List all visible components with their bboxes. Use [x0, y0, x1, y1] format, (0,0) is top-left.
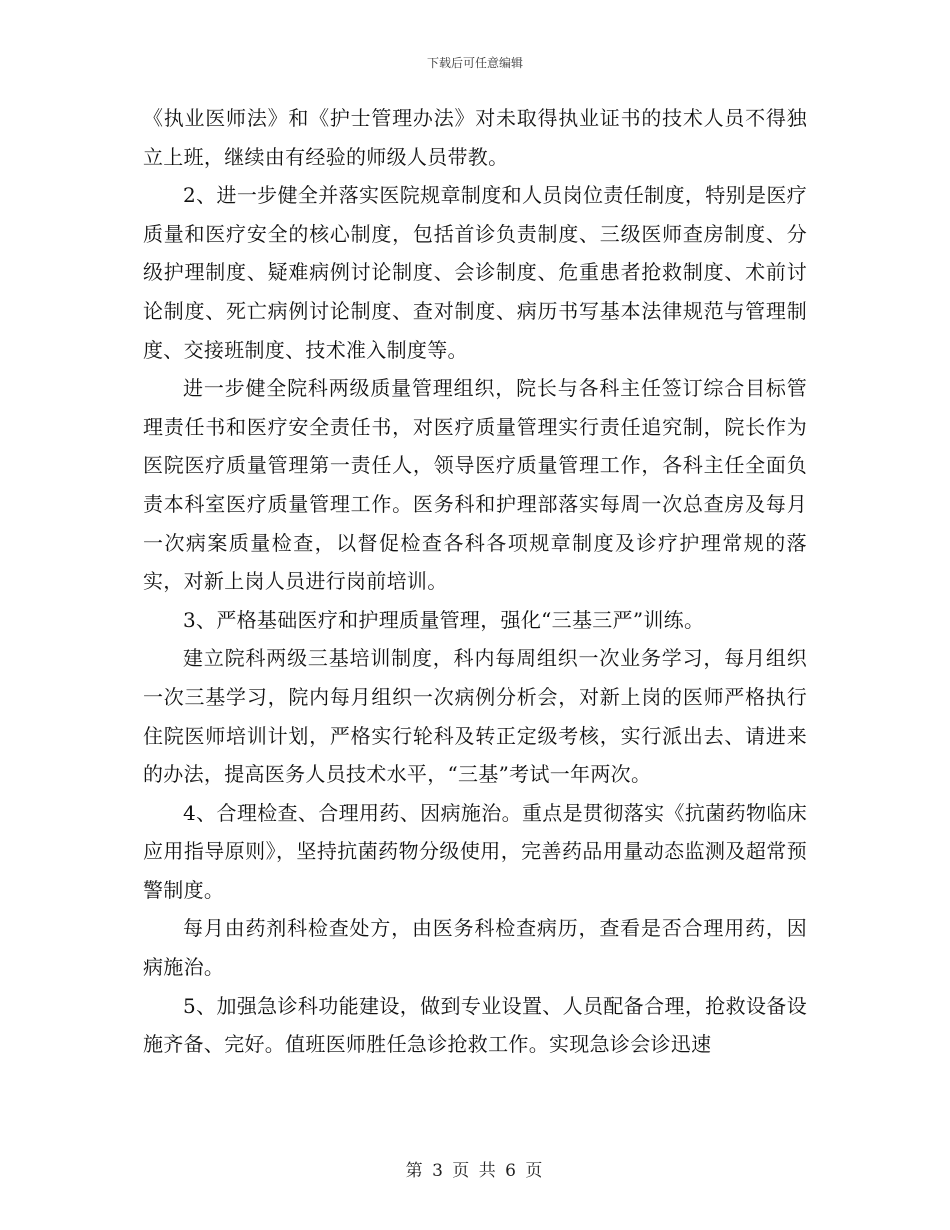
paragraph-5: 建立院科两级三基培训制度，科内每周组织一次业务学习，每月组织一次三基学习，院内每月组织一次病例分析会，对新上岗的医师严格执行住院医师培训计划，严格实行轮科及转正定级考核，实行派出去、请进来的办法，提高医务人员技术水平，“三基”考试一年两次。 [143, 646, 807, 787]
paragraph-3: 进一步健全院科两级质量管理组织，院长与各科主任签订综合目标管理责任书和医疗安全责任书，对医疗质量管理实行责任追究制，院长作为医院医疗质量管理第一责任人，领导医疗质量管理工作，各科主任全面负责本科室医疗质量管理工作。医务科和护理部落实每周一次总查房及每月一次病案质量检查，以督促检查各科各项规章制度及诊疗护理常规的落实，对新上岗人员进行岗前培训。 [143, 376, 807, 594]
paragraph-4: 3、严格基础医疗和护理质量管理，强化“三基三严”训练。 [183, 607, 705, 632]
page-header: 下载后可任意编辑 [426, 56, 523, 70]
paragraph-1: 《执业医师法》和《护士管理办法》对未取得执业证书的技术人员不得独立上班，继续由有经验的师级人员带教。 [143, 106, 807, 169]
document-body [143, 99, 807, 1064]
paragraph-7: 每月由药剂科检查处方，由医务科检查病历，查看是否合理用药，因病施治。 [143, 916, 807, 980]
paragraph-8: 5、加强急诊科功能建设，做到专业设置、人员配备合理，抢救设备设施齐备、完好。值班医师胜任急诊抢救工作。实现急诊会诊迅速 [143, 993, 807, 1057]
paragraph-2: 2、进一步健全并落实医院规章制度和人员岗位责任制度，特别是医疗质量和医疗安全的核心制度，包括首诊负责制度、三级医师查房制度、分级护理制度、疑难病例讨论制度、会诊制度、危重患者抢救制度、术前讨论制度、死亡病例讨论制度、查对制度、病历书写基本法律规范与管理制度、交接班制度、技术准入制度等。 [143, 183, 807, 362]
paragraph-6: 4、合理检查、合理用药、因病施治。重点是贯彻落实《抗菌药物临床应用指导原则》，坚持抗菌药物分级使用，完善药品用量动态监测及超常预警制度。 [143, 800, 807, 902]
page-footer: 第 3 页 共 6 页 [405, 1161, 545, 1181]
